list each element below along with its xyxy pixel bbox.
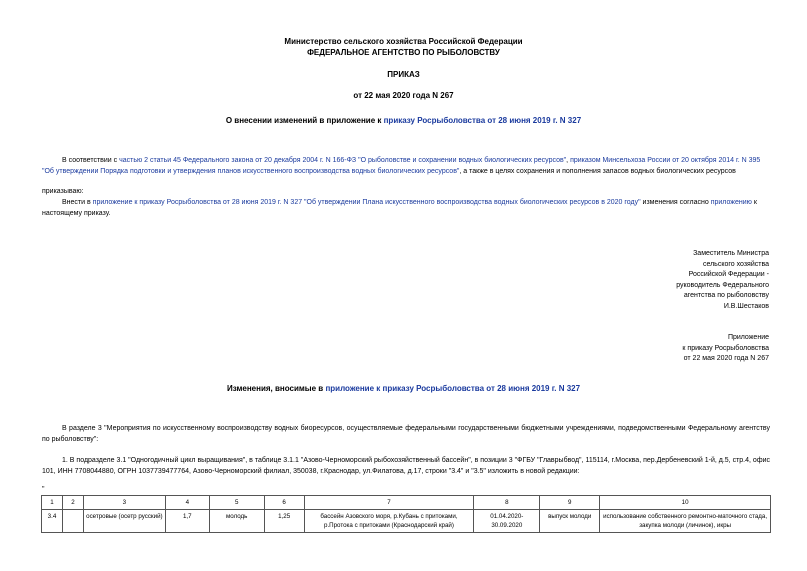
order-word: приказываю:: [42, 188, 84, 195]
signature-line: Российской Федерации -: [688, 271, 769, 278]
signature-line: агентства по рыболовству: [683, 292, 769, 299]
table-cell: осетровые (осетр русский): [83, 510, 165, 533]
appendix-line: от 22 мая 2020 года N 267: [683, 355, 769, 362]
operative-text-2: изменения согласно: [640, 199, 711, 206]
table-header-cell: 9: [540, 496, 600, 510]
table-header-cell: 5: [209, 496, 264, 510]
minselhoz-order-link[interactable]: приказом Минсельхоза России от 20 октября 2014 г. N 395 "Об утверждении Порядка подготовки и утверждения планов искусственного воспроизводства водных биологических ресурсов": [42, 157, 761, 175]
preamble-paragraph: [42, 155, 770, 177]
table-cell: [62, 510, 83, 533]
amendment-table: [41, 495, 771, 533]
appendix-line: к приказу Росрыболовства: [682, 344, 769, 352]
signature-line: сельского хозяйства: [702, 260, 769, 268]
table-cell: бассейн Азовского моря, р.Кубань с притоками, р.Протока с притоками (Краснодарский край): [304, 510, 474, 533]
table-header-row: [42, 496, 771, 510]
table-header-cell: 3: [83, 496, 165, 510]
table-header-cell: 10: [600, 496, 771, 510]
preamble-text-1: В соответствии с: [62, 157, 120, 164]
changes-title-link[interactable]: приложение к приказу Росрыболовства от 28 июня 2019 г. N 327: [325, 384, 581, 393]
table-cell: 1,25: [264, 510, 304, 533]
table-cell: 3.4: [42, 510, 63, 533]
table-cell: молодь: [209, 510, 264, 533]
table-row: [42, 510, 771, 533]
signature-line: И.В.Шестаков: [723, 302, 769, 310]
document-title: [0, 116, 807, 125]
table-cell: 1,7: [165, 510, 209, 533]
operative-paragraph: [42, 197, 770, 219]
section-paragraph: В разделе 3 "Мероприятия по искусственному воспроизводству водных биоресурсов, осуществляемые федеральными государственными бюджетными учреждениями, подведомственными Федеральному агентству по рыболовству":: [42, 425, 770, 443]
title-prefix: О внесении изменений в приложение к: [225, 116, 384, 125]
signature-line: руководитель Федерального: [676, 281, 769, 289]
table-header-cell: 4: [165, 496, 209, 510]
table-cell: выпуск молоди: [540, 510, 600, 533]
table-header-cell: 8: [474, 496, 540, 510]
item1-paragraph: 1. В подразделе 3.1 "Одногодичный цикл выращивания", в таблице 3.1.1 "Азово-Черноморский рыбохозяйственный бассейн", в позиции 3 "ФГБУ "Главрыбвод", 115114, г.Москва, пер.Дербеневский 1-й, д.5, стр.4, офис 101, ИНН 7708044880, ОГРН 1037739477764, Азово-Черноморский филиал, 350038, г.Краснодар, ул.Филатова, д.17, строки "3.4" и "3.5" изложить в новой редакции:: [42, 457, 770, 475]
table-cell: использование собственного ремонтно-маточного стада, закупка молоди (личинок), икры: [600, 510, 771, 533]
preamble-text-3: , а также в целях сохранения и пополнения запасов водных биологических ресурсов: [459, 168, 736, 175]
table-header-cell: 7: [304, 496, 474, 510]
operative-text-1: Внести в: [62, 199, 93, 206]
document-date-number: от 22 мая 2020 года N 267: [353, 91, 454, 100]
table-header-cell: 6: [264, 496, 304, 510]
changes-title: [0, 384, 807, 393]
table-header-cell: 2: [62, 496, 83, 510]
title-link[interactable]: приказу Росрыболовства от 28 июня 2019 г. N 327: [383, 116, 582, 125]
operative-text-3: к настоящему приказу.: [42, 199, 757, 217]
document-type: ПРИКАЗ: [387, 70, 420, 79]
appendix-line: Приложение: [727, 334, 769, 341]
preamble-text-2: ,: [566, 157, 571, 164]
changes-title-prefix: Изменения, вносимые в: [226, 384, 326, 393]
agency-name: ФЕДЕРАЛЬНОЕ АГЕНТСТВО ПО РЫБОЛОВСТВУ: [307, 48, 500, 57]
table-header-cell: 1: [42, 496, 63, 510]
table-cell: 01.04.2020-30.09.2020: [474, 510, 540, 533]
signature-block: [676, 249, 769, 312]
quote-mark: ": [42, 486, 45, 493]
signature-line: Заместитель Министра: [693, 250, 769, 257]
law-link[interactable]: частью 2 статьи 45 Федерального закона от 20 декабря 2004 г. N 166-ФЗ "О рыболовстве и сохранении водных биологических ресурсов": [119, 157, 567, 164]
appendix-reference: [682, 333, 769, 365]
appendix-link[interactable]: приложению: [710, 199, 752, 206]
appendix-order-link[interactable]: приложение к приказу Росрыболовства от 28 июня 2019 г. N 327 "Об утверждении Плана искусственного воспроизводства водных биологических ресурсов в 2020 году": [92, 199, 641, 206]
ministry-name: Министерство сельского хозяйства Российской Федерации: [284, 37, 523, 46]
